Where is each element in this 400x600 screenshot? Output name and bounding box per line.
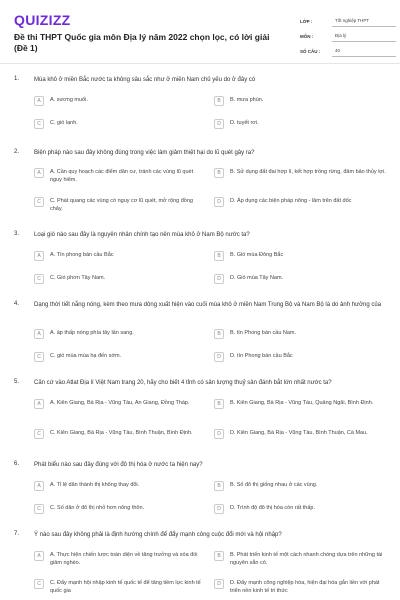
option-d[interactable]	[214, 429, 386, 439]
option-c[interactable]	[34, 197, 206, 213]
option-d[interactable]	[214, 504, 386, 514]
question-text: Mùa khô ở miền Bắc nước ta không sâu sắc như ở miền Nam chủ yếu do ở đây có	[34, 77, 256, 83]
option-text: C. Gió phơn Tây Nam.	[50, 275, 106, 281]
option-text: C. Kiên Giang, Bà Rịa - Vũng Tàu, Bình Thuận, Bình Định.	[50, 430, 193, 436]
option-letter-badge: D	[214, 579, 224, 589]
option-d[interactable]	[214, 352, 386, 362]
question-number: 5.	[14, 379, 20, 385]
option-letter-badge: B	[214, 329, 224, 339]
option-text: A. Kiên Giang, Bà Rịa - Vũng Tàu, An Giang, Đồng Tháp.	[50, 400, 190, 406]
option-letter-badge: B	[214, 551, 224, 561]
option-b[interactable]	[214, 168, 386, 178]
option-d[interactable]	[214, 579, 386, 595]
option-text: D. Trình độ đô thị hóa còn rất thấp.	[230, 505, 315, 511]
option-text: B. Gió mùa Đông Bắc	[230, 252, 284, 258]
option-d[interactable]	[214, 197, 386, 207]
question-number: 7.	[14, 531, 20, 537]
option-text: D. tín Phong bán cầu Bắc	[230, 353, 293, 359]
option-letter-badge: D	[214, 274, 224, 284]
meta-row-class	[300, 14, 396, 29]
meta-row-subject	[300, 29, 396, 44]
option-letter-badge: B	[214, 168, 224, 178]
option-letter-badge: C	[34, 579, 44, 589]
option-a[interactable]	[34, 96, 206, 106]
option-a[interactable]	[34, 329, 206, 339]
option-letter-badge: D	[214, 119, 224, 129]
option-c[interactable]	[34, 119, 206, 129]
option-letter-badge: C	[34, 119, 44, 129]
option-letter-badge: B	[214, 481, 224, 491]
question-number: 6.	[14, 461, 20, 467]
option-letter-badge: D	[214, 352, 224, 362]
question-text: Ý nào sau đây không phải là định hướng chính để đẩy mạnh công cuộc đổi mới và hội nhập?	[34, 532, 282, 538]
option-text: B. Phát triển kinh tế một cách nhanh chóng dựa trên những tài nguyên sẵn có.	[230, 552, 383, 566]
option-text: C. Số dân ở đô thị nhỏ hơn nông thôn.	[50, 505, 145, 511]
option-letter-badge: A	[34, 168, 44, 178]
question-number: 4.	[14, 301, 20, 307]
option-text: A. sương muối.	[50, 97, 88, 103]
option-letter-badge: C	[34, 197, 44, 207]
option-c[interactable]	[34, 274, 206, 284]
option-letter-badge: A	[34, 329, 44, 339]
meta-row-question-count	[300, 44, 396, 59]
option-c[interactable]	[34, 352, 206, 362]
meta-value: 40	[332, 46, 396, 57]
option-text: B. Kiên Giang, Bà Rịa - Vũng Tàu, Quảng Ngãi, Bình Định.	[230, 400, 374, 406]
option-text: D. Áp dụng các biện pháp nông - lâm trên đất dốc	[230, 198, 352, 204]
option-text: C. gió lạnh.	[50, 120, 78, 126]
option-text: A. áp thấp nóng phía tây lấn sang.	[50, 330, 134, 336]
option-d[interactable]	[214, 274, 386, 284]
question-text: Phát biểu nào sau đây đúng với đô thị hóa ở nước ta hiện nay?	[34, 462, 203, 468]
option-text: C. Đẩy mạnh hội nhập kinh tế quốc tế để tăng tiềm lực kinh tế quốc gia	[50, 580, 201, 594]
option-letter-badge: C	[34, 274, 44, 284]
option-text: D. Gió mùa Tây Nam.	[230, 275, 284, 281]
meta-label: MÔN :	[300, 34, 314, 39]
option-letter-badge: C	[34, 429, 44, 439]
option-c[interactable]	[34, 579, 206, 595]
option-letter-badge: D	[214, 197, 224, 207]
option-text: A. Cần quy hoạch các điểm dân cư, tránh các vùng lũ quét nguy hiểm.	[50, 169, 194, 183]
option-text: A. Thực hiện chiến lược toàn diện về tăng trưởng và xóa đói giảm nghèo.	[50, 552, 198, 566]
option-letter-badge: B	[214, 399, 224, 409]
option-text: B. tín Phong bán cầu Nam.	[230, 330, 297, 336]
option-text: D. Đẩy mạnh công nghiệp hóa, hiện đại hóa gắn liền với phát triển nền kinh tế tri thức	[230, 580, 380, 594]
meta-value: Tốt nghiệp THPT	[332, 16, 396, 27]
option-text: C. gió mùa mùa hạ đến sớm.	[50, 353, 122, 359]
option-text: A. Tỉ lệ dân thành thị không thay đổi.	[50, 482, 140, 488]
option-text: B. mưa phùn.	[230, 97, 264, 103]
worksheet-header	[0, 0, 400, 64]
question-text: Căn cứ vào Atlat Địa lí Việt Nam trang 20, hãy cho biết 4 tỉnh có sản lượng thuỷ sản đánh bắt lớn nhất nước ta?	[34, 380, 332, 386]
option-text: A. Tín phong bán cầu Bắc	[50, 252, 114, 258]
option-a[interactable]	[34, 168, 206, 184]
option-a[interactable]	[34, 251, 206, 261]
option-a[interactable]	[34, 481, 206, 491]
option-b[interactable]	[214, 399, 386, 409]
option-letter-badge: A	[34, 481, 44, 491]
question-number: 3.	[14, 231, 20, 237]
question-text: Biện pháp nào sau đây không đúng trong việc làm giảm thiệt hại do lũ quét gây ra?	[34, 150, 255, 156]
option-b[interactable]	[214, 481, 386, 491]
meta-label: LỚP :	[300, 19, 313, 24]
option-d[interactable]	[214, 119, 386, 129]
option-text: D. tuyết rơi.	[230, 120, 259, 126]
question-text: Dạng thời tiết nắng nóng, kèm theo mưa dông xuất hiện vào cuối mùa khô ở miền Nam Trung Bộ và Nam Bộ là do ảnh hưởng của	[34, 302, 382, 308]
option-text: C. Phát quang các vùng có nguy cơ lũ quét, mở rộng đồng chảy.	[50, 198, 193, 212]
option-letter-badge: B	[214, 96, 224, 106]
option-a[interactable]	[34, 551, 206, 567]
option-b[interactable]	[214, 329, 386, 339]
option-text: B. Sử dụng đất đai hợp lí, kết hợp trồng rừng, đảm bảo thủy lợi.	[230, 169, 386, 175]
option-letter-badge: D	[214, 429, 224, 439]
meta-value: Địa lý	[332, 31, 396, 42]
option-b[interactable]	[214, 551, 386, 567]
meta-label: SỐ CÂU :	[300, 49, 321, 54]
question-number: 2.	[14, 149, 20, 155]
worksheet-title: Đề thi THPT Quốc gia môn Địa lý năm 2022 chọn lọc, có lời giải (Đề 1)	[14, 32, 270, 53]
question-number: 1.	[14, 76, 20, 82]
quizizz-logo: QUIZIZZ	[14, 12, 71, 28]
option-b[interactable]	[214, 96, 386, 106]
option-letter-badge: A	[34, 551, 44, 561]
option-letter-badge: C	[34, 352, 44, 362]
option-letter-badge: D	[214, 504, 224, 514]
question-text: Loại gió nào sau đây là nguyên nhân chính tạo nên mùa khô ở Nam Bộ nước ta?	[34, 232, 250, 238]
option-text: D. Kiên Giang, Bà Rịa - Vũng Tàu, Bình Thuận, Cà Mau.	[230, 430, 368, 436]
option-letter-badge: A	[34, 251, 44, 261]
option-b[interactable]	[214, 251, 386, 261]
option-letter-badge: C	[34, 504, 44, 514]
option-a[interactable]	[34, 399, 206, 409]
option-letter-badge: A	[34, 399, 44, 409]
option-letter-badge: A	[34, 96, 44, 106]
option-c[interactable]	[34, 429, 206, 439]
option-c[interactable]	[34, 504, 206, 514]
worksheet-meta	[300, 14, 396, 59]
option-letter-badge: B	[214, 251, 224, 261]
option-text: B. Số đô thị giống nhau ở các vùng.	[230, 482, 318, 488]
